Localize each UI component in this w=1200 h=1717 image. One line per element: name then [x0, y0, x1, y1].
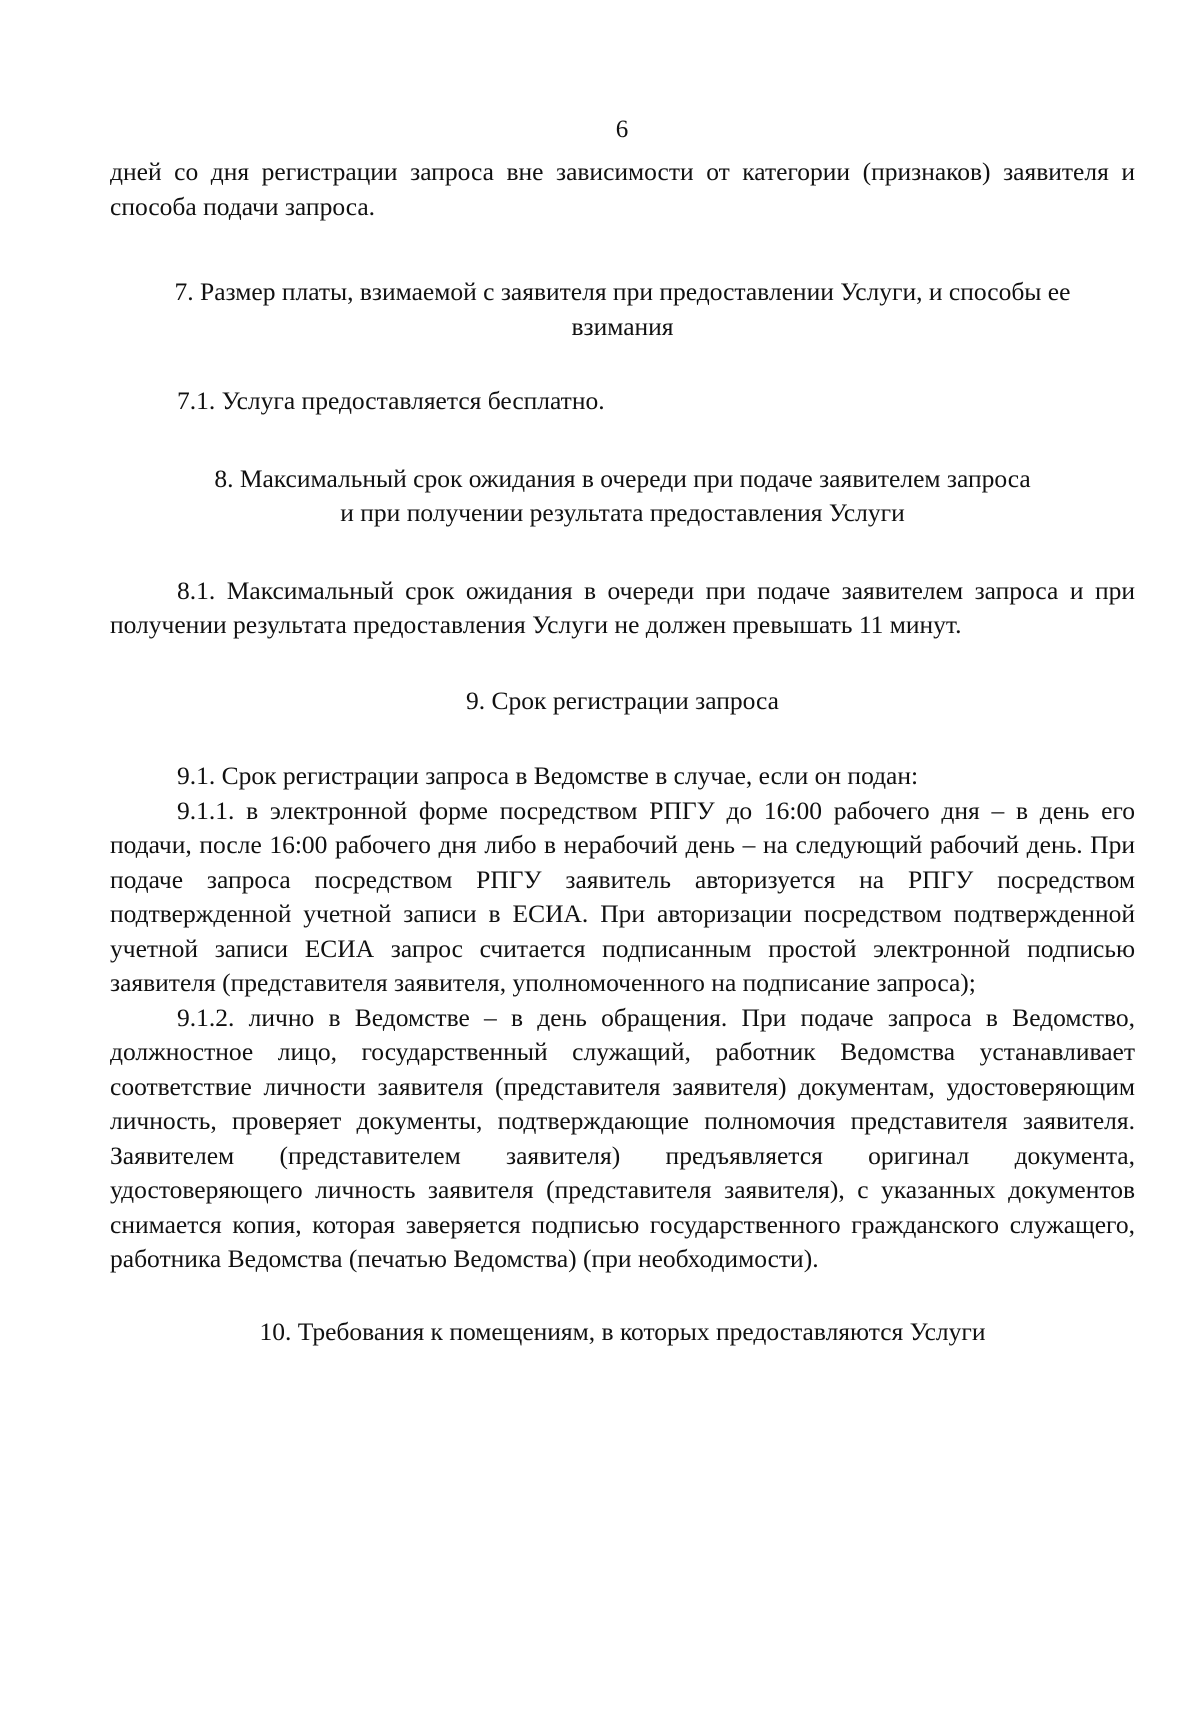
document-body: [110, 155, 1135, 1349]
section-9-heading: 9. Срок регистрации запроса: [466, 685, 779, 715]
paragraph-9-1-1: 9.1.1. в электронной форме посредством РПГУ до 16:00 рабочего дня – в день его подачи, после 16:00 рабочего дня либо в нерабочий день – на следующий рабочий день. При подаче запроса посредством РПГУ заявитель авторизуется на РПГУ посредством подтвержденной учетной записи в ЕСИА. При авторизации посредством подтвержденной учетной записи ЕСИА запрос считается подписанным простой электронной подписью заявителя (представителя заявителя, уполномоченного на подписание запроса);: [110, 795, 1135, 997]
page-number: 6: [615, 116, 629, 143]
paragraph-7-1: 7.1. Услуга предоставляется бесплатно.: [177, 386, 605, 415]
section-8-heading: [110, 462, 1135, 531]
section-10-heading: 10. Требования к помещениям, в которых предоставляются Услуги: [259, 1316, 986, 1346]
paragraph-8-1: 8.1. Максимальный срок ожидания в очереди при подаче заявителем запроса и при получении результата предоставления Услуги не должен превышать 11 минут.: [110, 575, 1135, 639]
section-7-heading: 7. Размер платы, взимаемой с заявителя при предоставлении Услуги, и способы ее взимания: [174, 277, 1071, 341]
paragraph-9-1: 9.1. Срок регистрации запроса в Ведомстве в случае, если он подан:: [177, 761, 919, 790]
section-8-heading-line1: 8. Максимальный срок ожидания в очереди при подаче заявителем запроса: [214, 463, 1031, 493]
intro-paragraph: дней со дня регистрации запроса вне зависимости от категории (признаков) заявителя и способа подачи запроса.: [110, 157, 1135, 221]
section-8-heading-line2: и при получении результата предоставления Услуги: [340, 498, 905, 527]
paragraph-9-1-2: 9.1.2. лично в Ведомстве – в день обращения. При подаче запроса в Ведомство, должностное лицо, государственный служащий, работник Ведомства устанавливает соответствие личности заявителя (представителя заявителя) документам, удостоверяющим личность, проверяет документы, подтверждающие полномочия представителя заявителя. Заявителем (представителем заявителя) предъявляется оригинал документа, удостоверяющего личность заявителя (представителя заявителя), с указанных документов снимается копия, которая заверяется подписью государственного гражданского служащего, работника Ведомства (печатью Ведомства) (при необходимости).: [110, 1002, 1135, 1273]
